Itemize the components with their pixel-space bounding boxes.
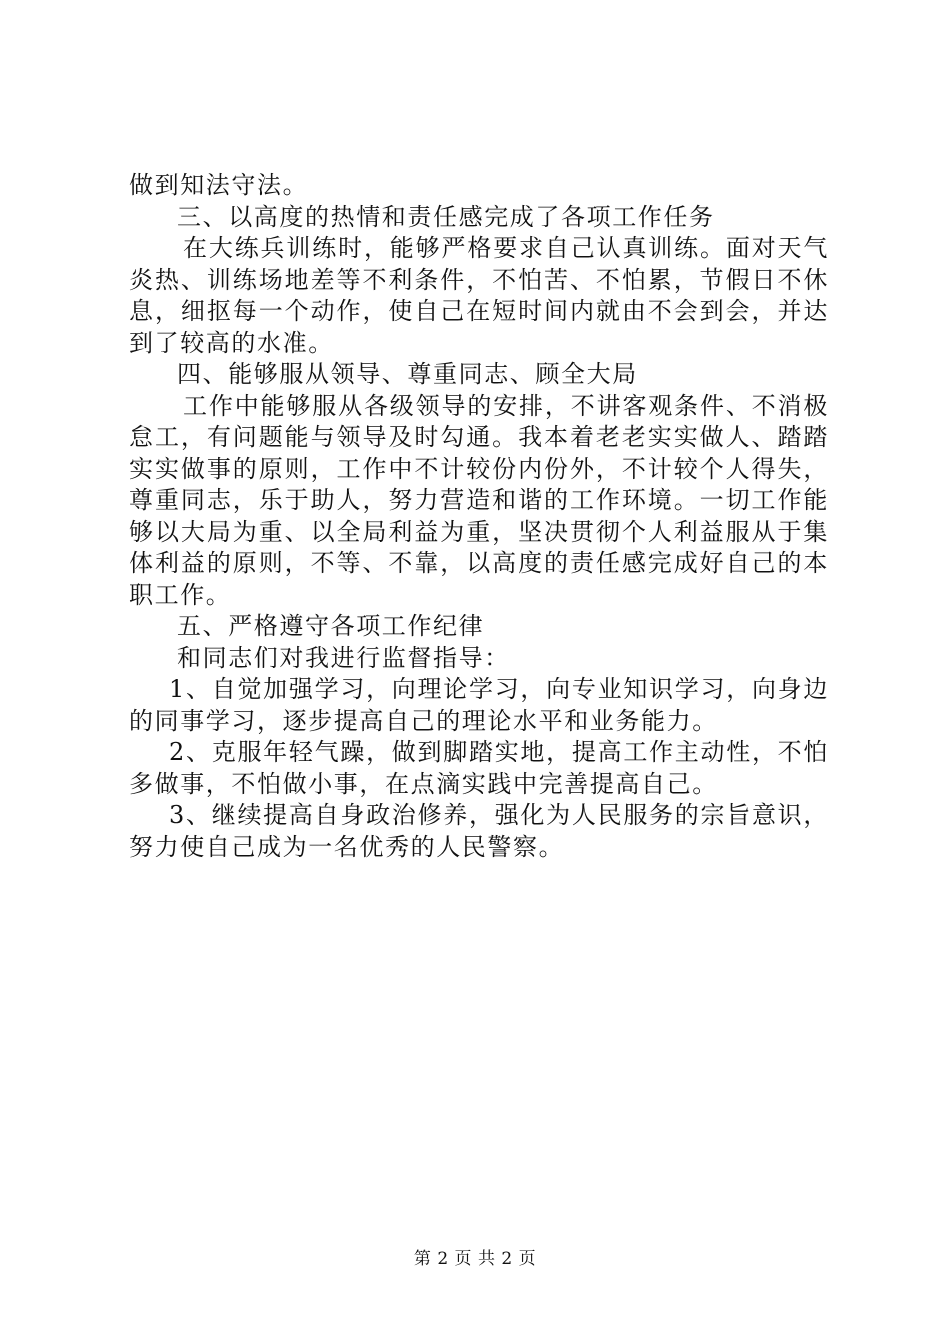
section-heading-3: 三、以高度的热情和责任感完成了各项工作任务 [177, 202, 715, 231]
section-heading-5: 五、严格遵守各项工作纪律 [177, 612, 485, 640]
page-number-footer: 第 2 页 共 2 页 [413, 1249, 537, 1269]
document-body [129, 170, 829, 863]
section-heading-4: 四、能够服从领导、尊重同志、顾全大局 [177, 360, 638, 388]
paragraph-continuation: 做到知法守法。 [129, 171, 309, 199]
paragraph-supervision: 和同志们对我进行监督指导： [177, 643, 510, 672]
list-item-2: 2、克服年轻气躁，做到脚踏实地，提高工作主动性，不怕多做事，不怕做小事，在点滴实践中完善提高自己。 [129, 738, 829, 798]
paragraph-training: 在大练兵训练时，能够严格要求自己认真训练。面对天气炎热、训练场地差等不利条件，不怕苦、不怕累，节假日不休息，细抠每一个动作，使自己在短时间内就由不会到会，并达到了较高的水准。 [129, 234, 829, 357]
list-item-3: 3、继续提高自身政治修养，强化为人民服务的宗旨意识，努力使自己成为一名优秀的人民警察。 [129, 801, 829, 861]
paragraph-teamwork: 工作中能够服从各级领导的安排，不讲客观条件、不消极怠工，有问题能与领导及时勾通。我本着老老实实做人、踏踏实实做事的原则，工作中不计较份内份外，不计较个人得失，尊重同志，乐于助人，努力营造和谐的工作环境。一切工作能够以大局为重、以全局利益为重，坚决贯彻个人利益服从于集体利益的原则，不等、不靠，以高度的责任感完成好自己的本职工作。 [129, 391, 829, 609]
list-item-1: 1、自觉加强学习，向理论学习，向专业知识学习，向身边的同事学习，逐步提高自己的理论水平和业务能力。 [129, 675, 829, 735]
